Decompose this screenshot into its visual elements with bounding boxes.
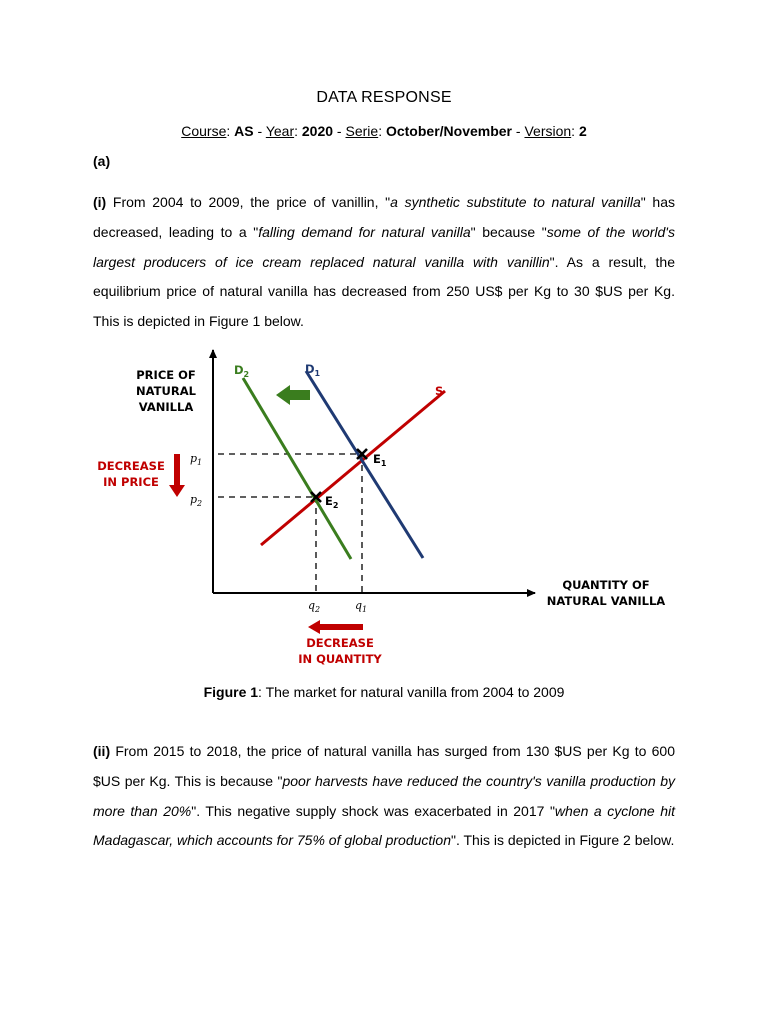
q2-label: $q_2$ (308, 599, 321, 614)
caption-figure-number: Figure 1 (203, 684, 259, 700)
p2-label: $p_2$ (190, 493, 203, 508)
paragraph-i-quote-1: a synthetic substitute to natural vanilla (390, 194, 641, 210)
exam-meta-line: Course: AS - Year: 2020 - Serie: October/November - Version: 2 (181, 123, 587, 139)
decrease-price-label-1: DECREASE (97, 459, 165, 473)
paragraph-i-text-1: From 2004 to 2009, the price of vanillin, " (106, 194, 391, 210)
version-label: Version (524, 123, 572, 139)
figure-1-caption (0, 684, 768, 700)
demand-curve-d2 (243, 378, 351, 559)
figure-1-diagram (80, 340, 700, 680)
paragraph-i-quote-3: some of the world's largest producers of ice cream replaced natural vanilla with vanillin (93, 223, 675, 270)
serie-value: October/November (385, 123, 513, 139)
paragraph-ii-text-2: ". This negative supply shock was exacerbated in 2017 " (191, 802, 555, 819)
figure-1-svg (80, 340, 700, 680)
demand-shift-arrow (276, 385, 310, 405)
paragraph-i-quote-2: falling demand for natural vanilla (258, 223, 471, 240)
paragraph-ii-quote-1: poor harvests have reduced the country's vanilla production by more than 20% (93, 772, 675, 819)
decrease-quantity-label-2: IN QUANTITY (298, 652, 382, 666)
course-label: Course (181, 123, 227, 139)
decrease-price-label-2: IN PRICE (103, 475, 159, 489)
paragraph-i (93, 188, 675, 337)
paragraph-i-number: (i) (93, 194, 107, 210)
paragraph-ii-quote-2: when a cyclone hit Madagascar, which accounts for 75% of global production (93, 802, 675, 849)
paragraph-i-text-4: ". As a result, the equilibrium price of natural vanilla has decreased from 250 US$ per Kg to 30 $US per Kg. This is depicted in Figure 1 below. (93, 253, 675, 330)
version-value: 2 (578, 123, 587, 139)
paragraph-ii-number: (ii) (93, 743, 111, 759)
x-axis-label-line-2: NATURAL VANILLA (546, 594, 666, 608)
part-a-heading: (a) (93, 153, 111, 169)
page-title: DATA RESPONSE (316, 89, 452, 106)
serie-label: Serie (345, 123, 379, 139)
s-label: S (435, 384, 444, 398)
paragraph-ii (93, 737, 675, 856)
demand-curve-d1 (306, 371, 423, 558)
caption-text: : The market for natural vanilla from 2004 to 2009 (258, 684, 565, 700)
paragraph-i-text-2: " has decreased, leading to a " (93, 194, 675, 240)
d1-label: $D_1$ (305, 362, 321, 378)
paragraph-ii-text-3: ". This is depicted in Figure 2 below. (451, 832, 675, 849)
year-label: Year (265, 123, 295, 139)
decrease-price-arrow (169, 454, 185, 497)
d2-label: $D_2$ (234, 363, 250, 379)
course-value: AS (234, 123, 254, 139)
x-axis-label-line-1: QUANTITY OF (562, 578, 650, 592)
y-axis-label-line-3: VANILLA (138, 400, 194, 414)
supply-curve (261, 391, 445, 545)
q1-label: $q_1$ (355, 599, 368, 614)
year-value: 2020 (301, 123, 334, 139)
e1-label: $E_1$ (373, 452, 387, 468)
y-axis-label-line-2: NATURAL (136, 384, 196, 398)
p1-label: $p_1$ (190, 452, 203, 467)
paragraph-i-text-3: " because " (470, 223, 547, 240)
decrease-quantity-label-1: DECREASE (306, 636, 374, 650)
decrease-quantity-arrow (308, 620, 363, 634)
e2-label: $E_2$ (325, 494, 339, 510)
paragraph-ii-text-1: From 2015 to 2018, the price of natural vanilla has surged from 130 $US per Kg to 600 $US per Kg. This is because " (93, 743, 675, 789)
y-axis-label-line-1: PRICE OF (136, 368, 196, 382)
